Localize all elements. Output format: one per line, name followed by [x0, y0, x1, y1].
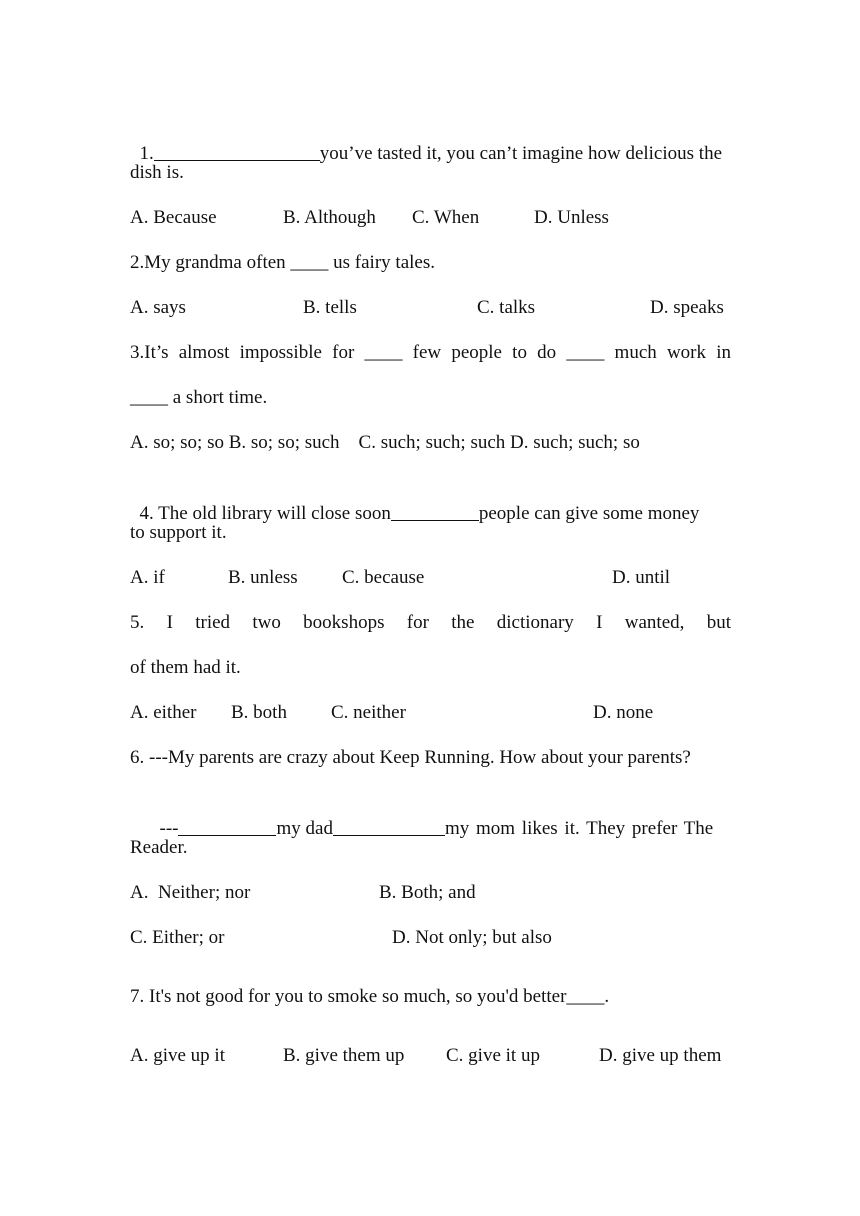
question-4-options [130, 566, 731, 590]
question-3-line-1: 3.It’s almost impossible for ____ few people to do ____ much work in [130, 342, 731, 363]
option-a: A. says [130, 297, 186, 318]
question-6-options-row-2 [130, 926, 731, 950]
answer-blank-2 [333, 815, 445, 836]
option-b: B. give them up [283, 1045, 405, 1066]
question-2-stem: 2.My grandma often ____ us fairy tales. [130, 252, 435, 273]
question-1-number: 1. [139, 143, 154, 164]
option-d: D. until [612, 567, 671, 588]
question-6-line-1: 6. ---My parents are crazy about Keep Running. How about your parents? [130, 747, 691, 768]
option-d: D. give up them [599, 1045, 722, 1066]
option-b: B. Both; and [379, 882, 476, 903]
question-2-options [130, 296, 731, 320]
question-4-text: 4. The old library will close soon [139, 503, 391, 524]
answer-blank-1 [178, 815, 276, 836]
question-6-line-3: Reader. [130, 837, 188, 858]
question-4-line-1 [130, 476, 731, 524]
option-b: B. Although [283, 207, 376, 228]
dialogue-dash: --- [159, 818, 179, 839]
question-1-text: you’ve tasted it, you can’t imagine how delicious the [319, 143, 722, 164]
question-4-text-rest: people can give some money [478, 503, 700, 524]
question-7-stem: 7. It's not good for you to smoke so much, so you'd better____. [130, 986, 610, 1007]
option-c: C. give it up [446, 1045, 540, 1066]
question-5-line-1: 5. I tried two bookshops for the dictionary I wanted, but [130, 612, 731, 633]
option-b: B. unless [228, 567, 298, 588]
answer-blank [154, 140, 320, 161]
option-c: C. When [412, 207, 480, 228]
option-a: A. either [130, 702, 197, 723]
option-a: A. give up it [130, 1045, 225, 1066]
question-5-line-2: of them had it. [130, 657, 241, 678]
option-b: B. tells [303, 297, 357, 318]
question-3-options: A. so; so; so B. so; so; such C. such; such; such D. such; such; so [130, 432, 640, 453]
question-3-line-2: ____ a short time. [130, 387, 268, 408]
answer-blank [391, 500, 479, 521]
option-b: B. both [231, 702, 287, 723]
option-c: C. Either; or [130, 927, 225, 948]
option-a: A. Because [130, 207, 217, 228]
option-a: A. if [130, 567, 165, 588]
option-d: D. Unless [534, 207, 609, 228]
question-6-text-b: my mom likes it. They prefer The [444, 818, 714, 839]
question-6-line-2 [150, 791, 731, 839]
option-c: C. neither [331, 702, 406, 723]
question-6-text-a: my dad [276, 818, 333, 839]
option-c: C. because [342, 567, 425, 588]
question-7-options [130, 1044, 731, 1068]
question-5-options [130, 701, 731, 725]
option-d: D. none [593, 702, 654, 723]
option-d: D. Not only; but also [392, 927, 552, 948]
question-4-line-2: to support it. [130, 522, 227, 543]
question-1-options [130, 206, 731, 230]
question-6-options-row-1 [130, 881, 731, 905]
question-1-line-1 [130, 116, 731, 164]
option-c: C. talks [477, 297, 536, 318]
question-1-line-2: dish is. [130, 162, 184, 183]
option-d: D. speaks [650, 297, 724, 318]
option-a: A. Neither; nor [130, 882, 251, 903]
